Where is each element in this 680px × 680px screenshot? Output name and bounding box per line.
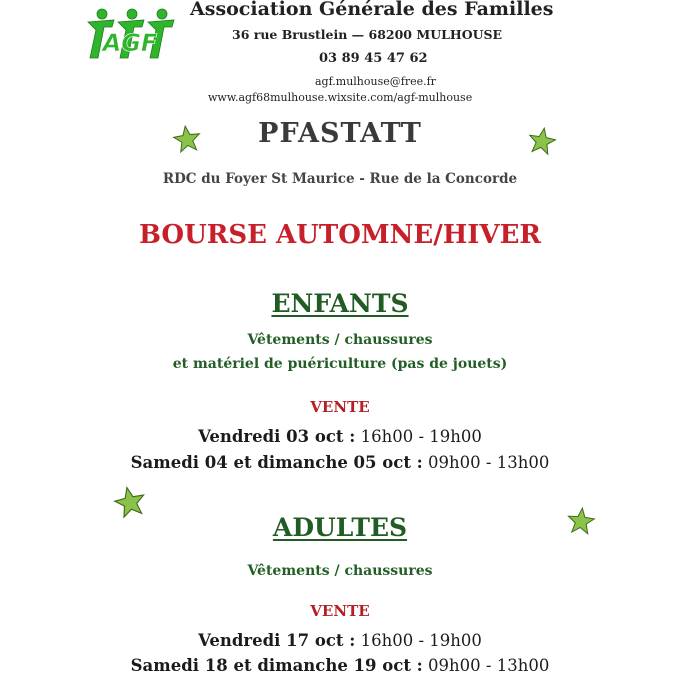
schedule-days: Samedi 18 et dimanche 19 oct : [130,656,423,675]
org-website: www.agf68mulhouse.wixsite.com/agf-mulhouse [208,91,473,104]
schedule-line [0,631,680,650]
section-description-line: Vêtements / chaussures [247,332,433,348]
venue: RDC du Foyer St Maurice - Rue de la Concorde [162,171,518,187]
section-description-line: et matériel de puériculture (pas de jouets) [172,356,508,372]
sale-label: VENTE [310,398,370,416]
section-title-enfants: ENFANTS [271,289,409,318]
org-phone: 03 89 45 47 62 [319,51,428,66]
schedule-hours: 09h00 - 13h00 [428,453,550,472]
schedule-days: Samedi 04 et dimanche 05 oct : [130,453,423,472]
event-title: BOURSE AUTOMNE/HIVER [138,220,542,250]
logo-text: AGF [102,29,158,57]
schedule-line [0,453,680,472]
schedule-hours: 09h00 - 13h00 [428,656,550,675]
schedule-hours: 16h00 - 19h00 [360,631,482,650]
section-description-line: Vêtements / chaussures [247,563,433,579]
schedule-days: Vendredi 17 oct : [198,631,356,650]
schedule-line [0,427,680,446]
schedule-line [0,656,680,675]
schedule-hours: 16h00 - 19h00 [360,427,482,446]
section-title-adultes: ADULTES [272,513,408,542]
org-email: agf.mulhouse@free.fr [315,75,436,88]
org-name: Association Générale des Familles [190,0,554,20]
sale-label: VENTE [310,602,370,620]
town-name: PFASTATT [258,118,422,149]
agf-logo [84,8,176,60]
org-address: 36 rue Brustlein — 68200 MULHOUSE [232,27,503,42]
schedule-days: Vendredi 03 oct : [198,427,356,446]
